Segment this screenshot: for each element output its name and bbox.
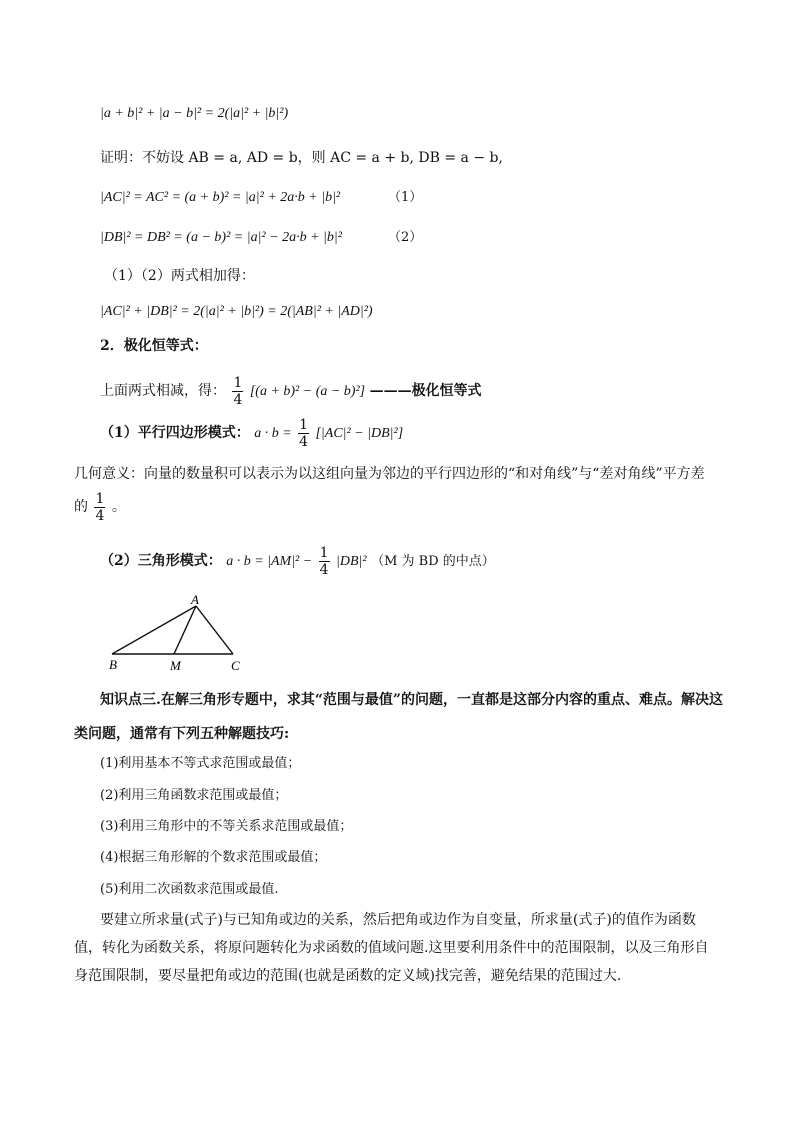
- parallelogram-expr-left: a · b =: [254, 426, 292, 441]
- technique-item-5: (5)利用二次函数求范围或最值.: [100, 882, 279, 897]
- segment-ac: [196, 606, 233, 654]
- label-m: M: [170, 658, 181, 673]
- technique-item-4: (4)根据三角形解的个数求范围或最值；: [100, 850, 327, 865]
- section-2-heading: 2．极化恒等式：: [100, 338, 208, 354]
- fraction-numerator: 1: [233, 374, 243, 391]
- fraction-quarter-4: [319, 545, 330, 578]
- label-a: A: [191, 592, 199, 607]
- sum-label: （1）（2）两式相加得：: [104, 268, 255, 284]
- section-3-heading-line-2: 类问题，通常有下列五种解题技巧:: [74, 726, 290, 742]
- subtract-label: 上面两式相减，得：: [100, 383, 226, 399]
- proof-line: 证明：不妨设 AB = a, AD = b，则 AC = a + b, DB = a − b,: [100, 150, 503, 166]
- technique-item-1: (1)利用基本不等式求范围或最值；: [100, 756, 301, 771]
- fraction-quarter: [232, 375, 243, 408]
- fraction-numerator: 1: [319, 544, 329, 561]
- fraction-numerator: 1: [299, 416, 309, 433]
- triangle-note: （M 为 BD 的中点）: [371, 554, 495, 569]
- triangle-mode-line: [100, 544, 495, 579]
- parallelogram-mode-line: [100, 416, 403, 451]
- fraction-denominator: 4: [319, 561, 329, 578]
- polarization-line: [100, 374, 482, 409]
- geometry-de: 的: [74, 499, 88, 515]
- triangle-expr-left: a · b = |AM|² −: [226, 554, 313, 569]
- geometry-meaning-text: 几何意义：向量的数量积可以表示为以这组向量为邻边的平行四边形的“和对角线”与“差对角线”平方差: [74, 466, 705, 482]
- segment-am: [174, 606, 196, 654]
- section-3-heading-line-1: 知识点三.在解三角形专题中，求其“范围与最值”的问题，一直都是这部分内容的重点、难点。解决这: [100, 692, 723, 708]
- fraction-denominator: 4: [95, 507, 105, 524]
- formula-parallelogram-law: |a + b|² + |a − b|² = 2(|a|² + |b|²): [100, 106, 289, 121]
- triangle-expr-right: |DB|²: [336, 554, 367, 569]
- fraction-quarter-2: [298, 417, 309, 450]
- method-paragraph: 要建立所求量(式子)与已知角或边的关系，然后把角或边作为自变量，所求量(式子)的值作为函数值，转化为函数关系，将原问题转化为求函数的值域问题.这里要利用条件中的范围限制，以及三角形自身范围限制，要尽量把角或边的范围(也就是函数的定义域)找完善，避免结果的范围过大.: [74, 912, 709, 984]
- equation-2-tag: （2）: [388, 230, 423, 245]
- fraction-quarter-3: [94, 491, 105, 524]
- parallelogram-mode-label: （1）平行四边形模式：: [100, 425, 250, 441]
- fraction-denominator: 4: [233, 391, 243, 408]
- label-c: C: [231, 658, 240, 673]
- label-b: B: [109, 657, 117, 672]
- triangle-mode-label: （2）三角形模式：: [100, 553, 222, 569]
- polarization-identity-label: ———极化恒等式: [369, 383, 482, 399]
- segment-ba: [112, 606, 196, 654]
- equation-1-tag: （1）: [388, 190, 423, 205]
- sum-equation: |AC|² + |DB|² = 2(|a|² + |b|²) = 2(|AB|² + |AD|²): [100, 304, 373, 319]
- technique-item-3: (3)利用三角形中的不等关系求范围或最值；: [100, 819, 353, 834]
- technique-item-2: (2)利用三角函数求范围或最值；: [100, 788, 288, 803]
- subtract-expression: [(a + b)² − (a − b)²]: [249, 384, 366, 399]
- geometry-meaning-end: [74, 490, 126, 524]
- equation-1: |AC|² = AC² = (a + b)² = |a|² + 2a·b + |b|²: [100, 190, 341, 205]
- geometry-period: 。: [111, 499, 126, 515]
- parallelogram-expr-right: [|AC|² − |DB|²]: [315, 426, 404, 441]
- fraction-numerator: 1: [95, 490, 105, 507]
- equation-2: |DB|² = DB² = (a − b)² = |a|² − 2a·b + |b|²: [100, 230, 342, 245]
- fraction-denominator: 4: [299, 433, 309, 450]
- triangle-figure: [100, 592, 260, 676]
